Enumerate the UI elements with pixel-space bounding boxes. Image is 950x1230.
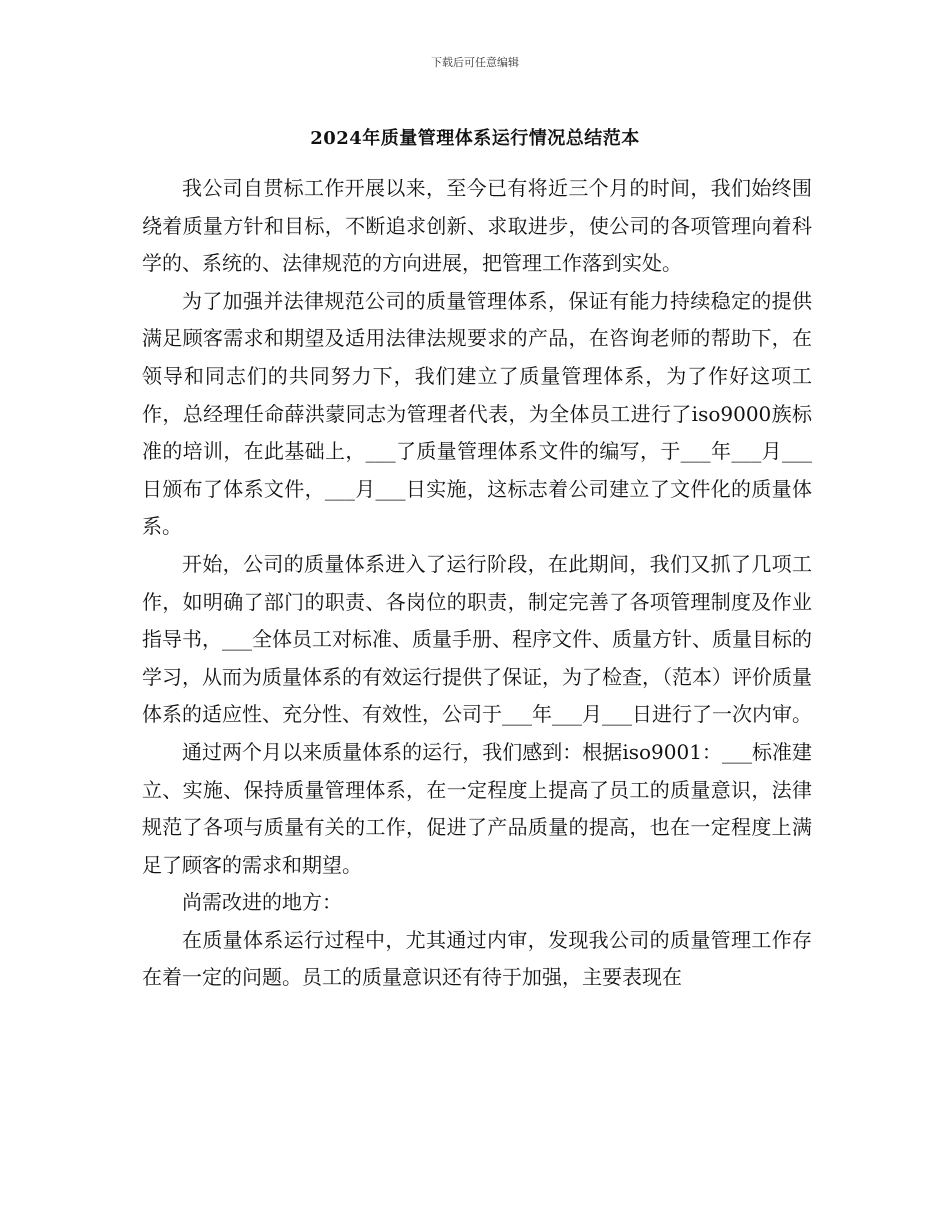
paragraph: 尚需改进的地方： xyxy=(182,890,342,915)
document-body xyxy=(142,170,812,997)
paragraph: 为了加强并法律规范公司的质量管理体系，保证有能力持续稳定的提供满足顾客需求和期望及适用法律法规要求的产品，在咨询老师的帮助下，在领导和同志们的共同努力下，我们建立了质量管理体系，为了作好这项工作，总经理任命薛洪蒙同志为管理者代表，为全体员工进行了iso9000族标准的培训，在此基础上，___了质量管理体系文件的编写，于___年___月___日颁布了体系文件，___月___日实施，这标志着公司建立了文件化的质量体系。 xyxy=(142,288,812,539)
paragraph: 我公司自贯标工作开展以来，至今已有将近三个月的时间，我们始终围绕着质量方针和目标，不断追求创新、求取进步，使公司的各项管理向着科学的、系统的、法律规范的方向进展，把管理工作落到实处。 xyxy=(142,176,812,276)
paragraph: 在质量体系运行过程中，尤其通过内审，发现我公司的质量管理工作存在着一定的问题。员工的质量意识还有待于加强，主要表现在 xyxy=(142,927,812,990)
paragraph: 通过两个月以来质量体系的运行，我们感到：根据iso9001：___标准建立、实施、保持质量管理体系，在一定程度上提高了员工的质量意识，法律规范了各项与质量有关的工作，促进了产品质量的提高，也在一定程度上满足了顾客的需求和期望。 xyxy=(142,739,812,877)
header-note: 下载后可任意编辑 xyxy=(431,56,519,69)
document-title: 2024年质量管理体系运行情况总结范本 xyxy=(310,128,640,149)
paragraph: 开始，公司的质量体系进入了运行阶段，在此期间，我们又抓了几项工作，如明确了部门的职责、各岗位的职责，制定完善了各项管理制度及作业指导书，___全体员工对标准、质量手册、程序文件、质量方针、质量目标的学习，从而为质量体系的有效运行提供了保证，为了检查，（范本）评价质量体系的适应性、充分性、有效性，公司于___年___月___日进行了一次内审。 xyxy=(142,551,812,727)
